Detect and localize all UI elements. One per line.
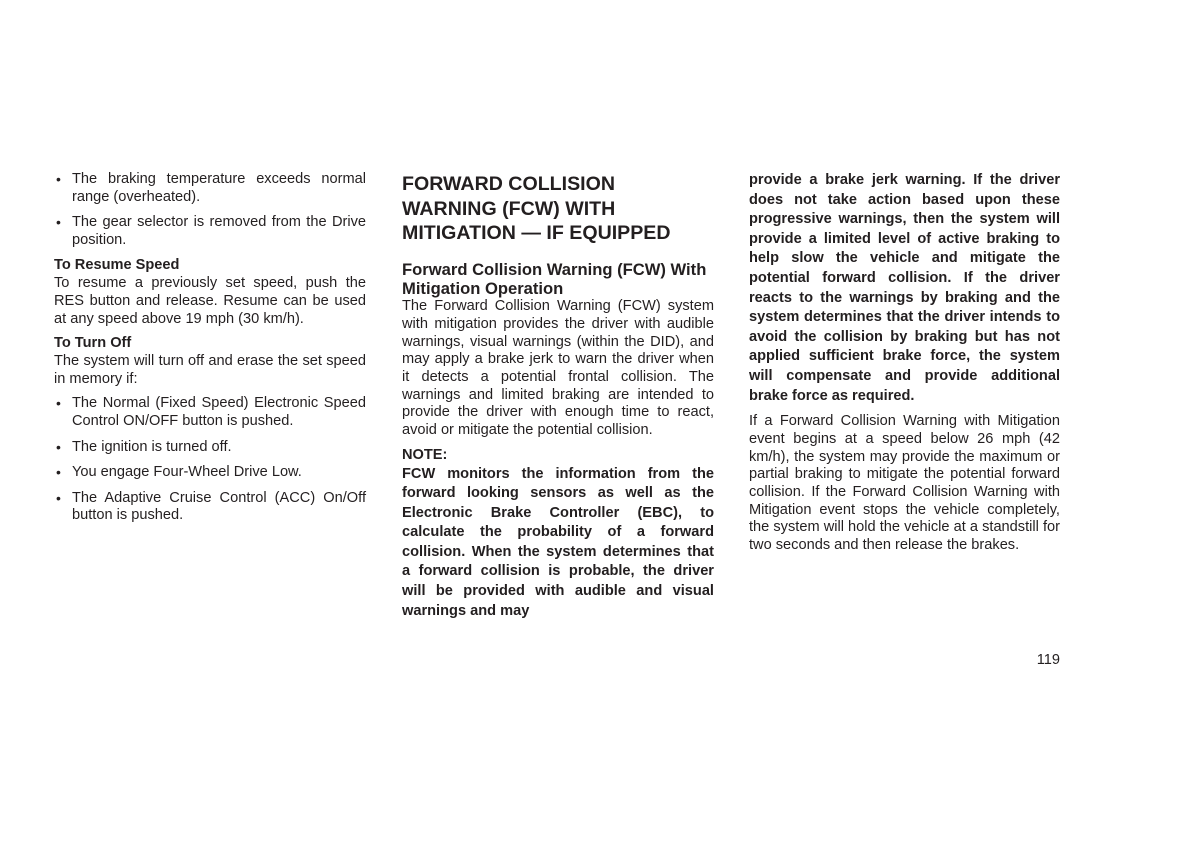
resume-speed-text: To resume a previously set speed, push the RES button and release. Resume can be used at any speed above 19 mph (30 km/h).: [54, 275, 366, 327]
note-text: FCW monitors the information from the forward looking sensors as well as the Electronic Brake Controller (EBC), to calculate the probability of a forward collision. When the system determines that a forward collision is probable, the driver will be provided with audible and visual warnings and may: [402, 465, 714, 619]
bullet-icon: •: [56, 171, 61, 187]
section-title: FORWARD COLLISION WARNING (FCW) WITH MITIGATION — IF EQUIPPED: [402, 173, 671, 245]
fcw-intro-text: The Forward Collision Warning (FCW) system with mitigation provides the driver with audible warnings, visual warnings (within the DID), and may apply a brake jerk to warn the driver when it detects a potential frontal collision. The warnings and limited braking are intended to provide the driver with enough time to react, avoid or mitigate the potential collision.: [402, 298, 714, 439]
subsection-title: Forward Collision Warning (FCW) With Mitigation Operation: [402, 259, 707, 298]
bullet-icon: •: [56, 438, 61, 455]
list-item: • The Adaptive Cruise Control (ACC) On/Off button is pushed.: [56, 489, 366, 524]
bullet-icon: •: [56, 489, 61, 506]
bullet-icon: •: [56, 395, 61, 412]
turn-off-conditions-list: [54, 395, 366, 525]
turn-off-heading: To Turn Off: [54, 335, 132, 352]
note-label: NOTE:: [402, 446, 448, 463]
list-item: • The ignition is turned off.: [56, 438, 232, 455]
note-continued-text: provide a brake jerk warning. If the driver does not take action based upon these progressive warnings, then the system will provide a limited level of active braking to help slow the vehicle and mitigate the potential forward collision. If the driver reacts to the warnings by braking and the system determines that the driver intends to avoid the collision by braking but has not applied sufficient brake force, the system will compensate and provide additional brake force as required.: [749, 172, 1060, 404]
resume-speed-heading: To Resume Speed: [54, 257, 180, 274]
middle-column: [402, 171, 714, 621]
bullet-icon: •: [56, 464, 61, 481]
left-column: [54, 171, 366, 533]
list-item: • The gear selector is removed from the Drive position.: [56, 214, 366, 248]
list-item: • The Normal (Fixed Speed) Electronic Speed Control ON/OFF button is pushed.: [56, 395, 366, 430]
list-item: • The braking temperature exceeds normal range (overheated).: [56, 171, 366, 205]
bullet-icon: •: [56, 214, 61, 231]
list-item: • You engage Four-Wheel Drive Low.: [56, 464, 302, 481]
page-number: 119: [1036, 652, 1060, 668]
overheat-conditions-list: [54, 171, 366, 250]
turn-off-text: The system will turn off and erase the set speed in memory if:: [54, 352, 366, 387]
right-column: [749, 171, 1060, 555]
mitigation-event-text: If a Forward Collision Warning with Mitigation event begins at a speed below 26 mph (42 km/h), the system may provide the maximum or partial braking to mitigate the potential forward collision. If the Forward Collision Warning with Mitigation event stops the vehicle completely, the system will hold the vehicle at a standstill for two seconds and then release the brakes.: [749, 413, 1060, 554]
